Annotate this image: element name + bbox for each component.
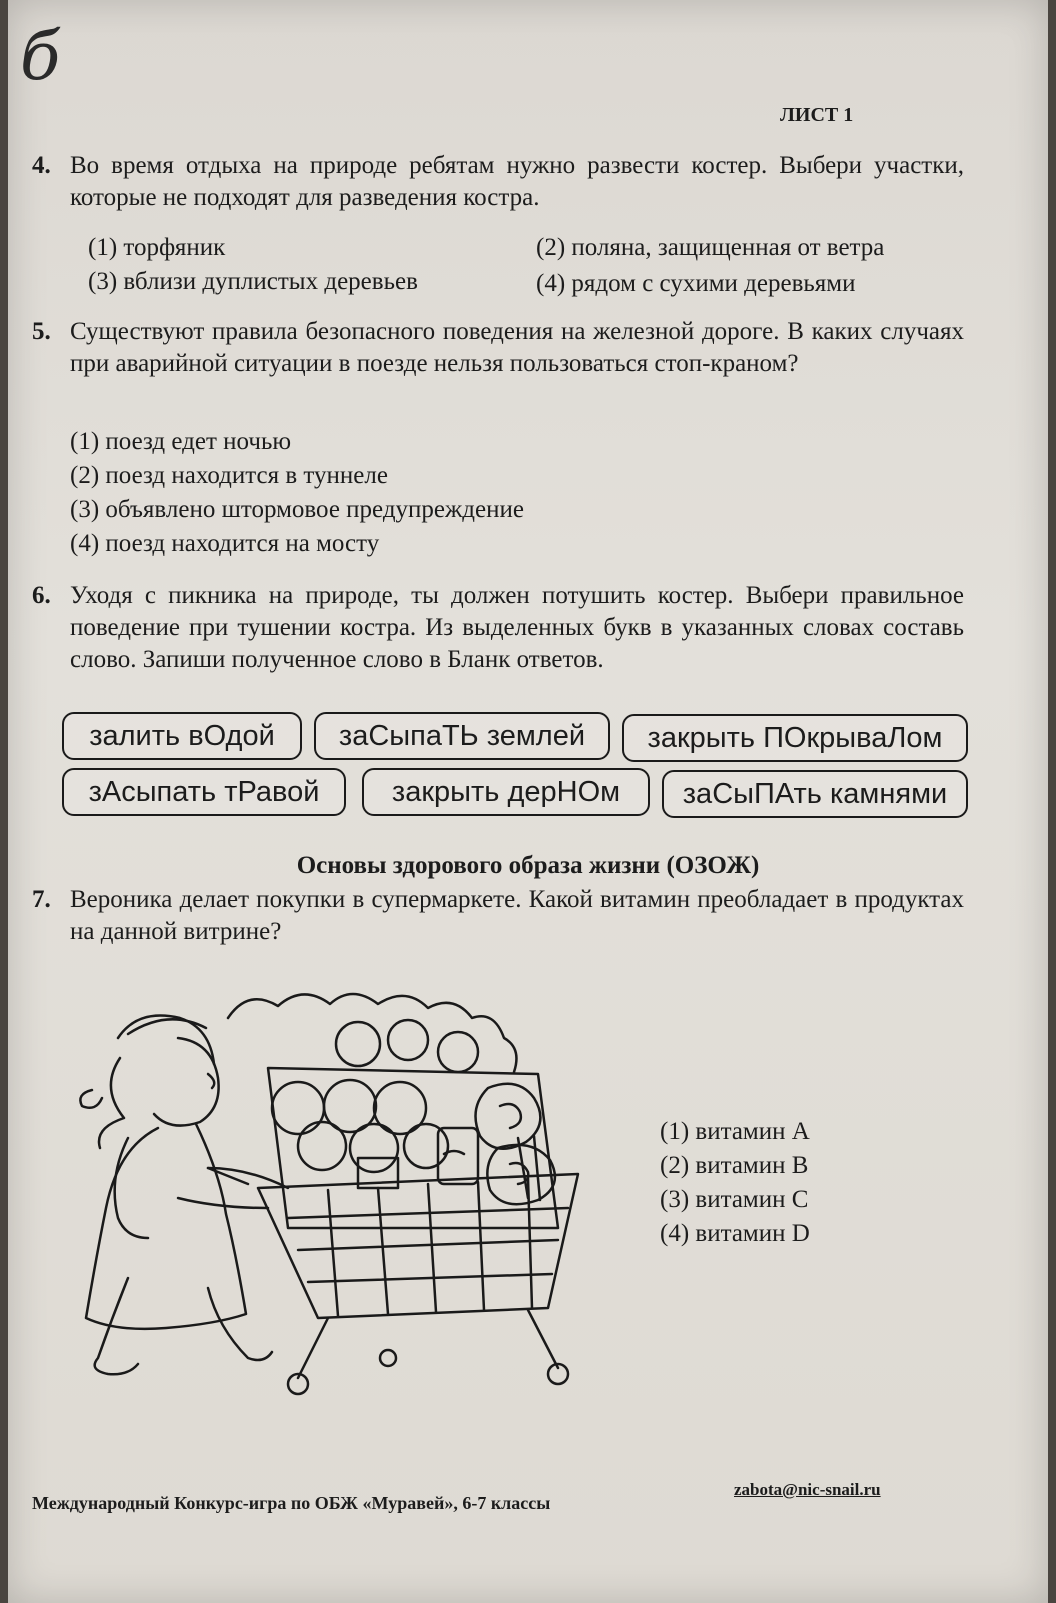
question-number: 6. <box>32 582 51 609</box>
word-box-6: заСыПАть камнями <box>662 770 968 818</box>
question-text: Существуют правила безопасного поведения на железной дороге. В каких случаях при аварийной ситуации в поезде нельзя пользоваться стоп-краном? <box>70 318 964 377</box>
girl-figure <box>80 1016 288 1375</box>
q5-option-3: (3) объявлено штормовое предупреждение <box>70 496 524 523</box>
shopping-cart <box>208 1128 578 1394</box>
question-text: Во время отдыха на природе ребятам нужно развести костер. Выбери участки, которые не подходят для разведения костра. <box>70 152 964 211</box>
q4-option-4: (4) рядом с сухими деревьями <box>536 270 856 297</box>
question-text: Вероника делает покупки в супермаркете. Какой витамин преобладает в продуктах на данной витрине? <box>70 886 964 945</box>
word-box-5: закрыть дерНОм <box>362 768 650 816</box>
section-title: Основы здорового образа жизни (ОЗОЖ) <box>296 852 760 879</box>
question-6 <box>32 580 964 676</box>
question-number: 4. <box>32 152 51 179</box>
q4-option-3: (3) вблизи дуплистых деревьев <box>88 268 418 295</box>
q4-option-2: (2) поляна, защищенная от ветра <box>536 234 885 261</box>
question-5 <box>32 316 964 380</box>
question-7 <box>32 884 964 948</box>
sheet-label: ЛИСТ 1 <box>780 104 854 126</box>
q7-option-2: (2) витамин B <box>660 1152 809 1179</box>
word-box-2: заСыпаТЬ землей <box>314 712 610 760</box>
q5-option-2: (2) поезд находится в туннеле <box>70 462 388 489</box>
question-4 <box>32 150 964 214</box>
handwritten-mark: б <box>20 18 61 95</box>
q5-option-4: (4) поезд находится на мосту <box>70 530 380 557</box>
q4-option-1: (1) торфяник <box>88 234 226 261</box>
word-box-3: закрыть ПОкрываЛом <box>622 714 968 762</box>
worksheet-page <box>8 0 1048 1603</box>
q5-option-1: (1) поезд едет ночью <box>70 428 292 455</box>
q7-option-1: (1) витамин A <box>660 1118 810 1145</box>
q7-option-4: (4) витамин D <box>660 1220 810 1247</box>
word-box-1: залить вОдой <box>62 712 302 760</box>
footer-email: zabota@nic-snail.ru <box>734 1480 881 1499</box>
question-number: 5. <box>32 318 51 345</box>
question-number: 7. <box>32 886 51 913</box>
question-text: Уходя с пикника на природе, ты должен потушить костер. Выбери правильное поведение при тушении костра. Из выделенных букв в указанных словах составь слово. Запиши полученное слово в Бланк ответов. <box>70 582 964 673</box>
q7-option-3: (3) витамин C <box>660 1186 809 1213</box>
shopping-girl-illustration <box>58 978 606 1408</box>
footer-contest-name: Международный Конкурс-игра по ОБЖ «Муравей», 6-7 классы <box>32 1493 551 1513</box>
produce-display <box>228 994 558 1228</box>
word-box-4: зАсыпать тРавой <box>62 768 346 816</box>
